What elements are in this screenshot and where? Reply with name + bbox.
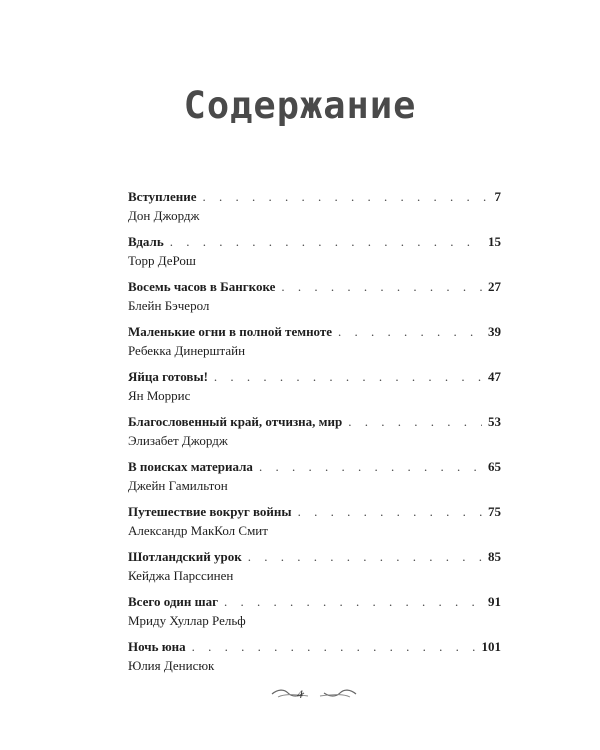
entry-title: Восемь часов в Бангкоке [128,279,276,294]
entry-title: Вдаль [128,234,164,249]
toc-entry[interactable] [128,591,501,636]
entry-page-number: 101 [481,639,501,654]
dot-leader [348,411,482,432]
entry-title: В поисках материала [128,459,253,474]
dot-leader [281,276,482,297]
entry-page-number: 7 [494,189,501,204]
table-of-contents [128,186,501,681]
entry-title: Яйца готовы! [128,369,208,384]
dot-leader [338,321,482,342]
toc-entry[interactable] [128,231,501,276]
entry-author: Элизабет Джордж [128,433,228,448]
entry-page-number: 91 [488,594,501,609]
toc-entry[interactable] [128,276,501,321]
toc-entry[interactable] [128,366,501,411]
toc-entry[interactable] [128,411,501,456]
entry-title: Благословенный край, отчизна, мир [128,414,343,429]
dot-leader [259,456,482,477]
entry-author: Александр МакКол Смит [128,523,268,538]
dot-leader [214,366,482,387]
toc-entry[interactable] [128,186,501,231]
toc-entry[interactable] [128,501,501,546]
entry-author: Блейн Бэчерол [128,298,210,313]
entry-page-number: 75 [488,504,501,519]
entry-author: Юлия Денисюк [128,658,215,673]
entry-author: Ребекка Динерштайн [128,343,246,358]
entry-page-number: 53 [488,414,501,429]
dot-leader [170,231,482,252]
entry-author: Дон Джордж [128,208,200,223]
entry-author: Кейджа Парссинен [128,568,234,583]
entry-page-number: 27 [488,279,501,294]
dot-leader [202,186,488,207]
entry-page-number: 85 [488,549,501,564]
page-title: Содержание [183,84,417,127]
dot-leader [248,546,482,567]
swirl-ornament-right-icon [318,688,358,700]
page-footer [0,686,600,706]
entry-page-number: 65 [488,459,501,474]
entry-title: Шотландский урок [128,549,242,564]
entry-author: Торр ДеРош [128,253,196,268]
dot-leader [298,501,482,522]
dot-leader [192,636,476,657]
entry-title: Ночь юна [128,639,186,654]
entry-author: Мриду Хуллар Рельф [128,613,246,628]
entry-title: Всего один шаг [128,594,219,609]
entry-title: Вступление [128,189,197,204]
entry-page-number: 47 [488,369,501,384]
entry-author: Ян Моррис [128,388,191,403]
entry-title: Путешествие вокруг войны [128,504,292,519]
page-number: 4 [297,687,303,701]
toc-entry[interactable] [128,546,501,591]
entry-title: Маленькие огни в полной темноте [128,324,333,339]
toc-entry[interactable] [128,456,501,501]
toc-entry[interactable] [128,321,501,366]
entry-author: Джейн Гамильтон [128,478,228,493]
dot-leader [224,591,482,612]
toc-entry[interactable] [128,636,501,681]
entry-page-number: 39 [488,324,501,339]
entry-page-number: 15 [488,234,501,249]
